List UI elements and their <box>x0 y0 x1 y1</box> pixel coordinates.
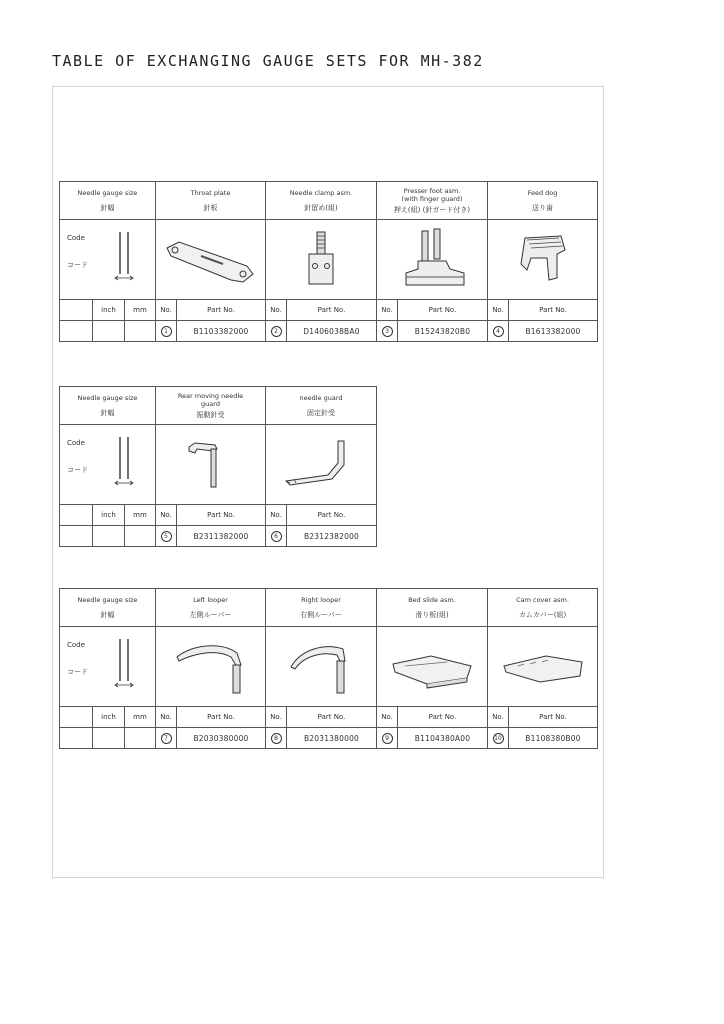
header-row <box>60 589 598 627</box>
presser-foot-icon <box>392 225 472 295</box>
no-label: No. <box>270 713 282 721</box>
label-row <box>60 707 598 728</box>
image-row <box>60 627 598 707</box>
no-label: No. <box>492 713 504 721</box>
item-number: 7 <box>161 733 172 744</box>
item-number: 10 <box>494 734 502 742</box>
part-image-cell <box>156 220 266 300</box>
part-no-label: Part No. <box>177 300 266 320</box>
label-row <box>60 505 377 526</box>
gauge-header: Needle gauge size 針幅 <box>60 387 156 425</box>
value-row <box>60 728 598 749</box>
column-header: Throat plate 針板 <box>156 182 266 220</box>
no-label: No. <box>160 511 172 519</box>
part-number: B15243820B0 <box>398 321 488 341</box>
inch-label: inch <box>93 300 125 320</box>
column-header: Left looper 左側ルーパー <box>156 589 266 627</box>
part-no-label: Part No. <box>509 300 598 320</box>
gauge-header: Needle gauge size 針幅 <box>60 182 156 220</box>
item-number: 3 <box>382 326 393 337</box>
column-header: Cam cover asm. カムカバー(組) <box>488 589 598 627</box>
left-looper-icon <box>171 635 251 699</box>
bed-slide-icon <box>387 642 477 692</box>
no-label: No. <box>381 306 393 314</box>
value-row <box>60 526 377 547</box>
part-no-label: Part No. <box>287 707 377 727</box>
part-no-label: Part No. <box>177 505 266 525</box>
item-number: 8 <box>271 733 282 744</box>
part-number: B2311382000 <box>177 526 266 546</box>
label-row <box>60 300 598 321</box>
no-label: No. <box>160 306 172 314</box>
column-header: Presser foot asm. (with finger guard) 押え(組) (針ガード付き) <box>377 182 488 220</box>
right-looper-icon <box>281 635 361 699</box>
part-number: B1613382000 <box>509 321 598 341</box>
no-label: No. <box>381 713 393 721</box>
item-number: 6 <box>271 531 282 542</box>
code-cell <box>60 627 156 707</box>
part-image-cell <box>156 425 266 505</box>
part-number: B1103382000 <box>177 321 266 341</box>
column-header: Needle clamp asm. 針留め(組) <box>266 182 377 220</box>
part-no-label: Part No. <box>509 707 598 727</box>
double-needle-icon <box>114 435 134 489</box>
code-label-ja: コード <box>67 668 88 676</box>
double-needle-icon <box>114 230 134 284</box>
item-number: 9 <box>382 733 393 744</box>
no-label: No. <box>270 306 282 314</box>
part-image-cell <box>156 627 266 707</box>
part-image-cell <box>377 220 488 300</box>
rear-needle-guard-icon <box>181 435 241 495</box>
code-label: Code <box>67 641 85 649</box>
needle-clamp-icon <box>301 228 341 292</box>
part-no-label: Part No. <box>398 300 488 320</box>
double-needle-icon <box>114 637 134 691</box>
column-header: Right looper 右側ルーパー <box>266 589 377 627</box>
inch-label: inch <box>93 505 125 525</box>
part-number: B1108380B00 <box>509 728 598 748</box>
code-label-ja: コード <box>67 261 88 269</box>
document-title: TABLE OF EXCHANGING GAUGE SETS FOR MH-382 <box>52 52 484 70</box>
column-header: Feed dog 送り歯 <box>488 182 598 220</box>
code-cell <box>60 425 156 505</box>
column-header: Bed slide asm. 滑り板(組) <box>377 589 488 627</box>
inch-label: inch <box>93 707 125 727</box>
part-image-cell <box>488 627 598 707</box>
mm-label: mm <box>125 707 156 727</box>
image-row <box>60 220 598 300</box>
no-label: No. <box>492 306 504 314</box>
header-row <box>60 182 598 220</box>
part-image-cell <box>488 220 598 300</box>
mm-label: mm <box>125 505 156 525</box>
gauge-table-1 <box>59 181 598 342</box>
no-label: No. <box>270 511 282 519</box>
part-no-label: Part No. <box>177 707 266 727</box>
cam-cover-icon <box>498 642 588 692</box>
gauge-header: Needle gauge size 針幅 <box>60 589 156 627</box>
item-number: 1 <box>161 326 172 337</box>
code-label: Code <box>67 234 85 242</box>
mm-label: mm <box>125 300 156 320</box>
item-number: 2 <box>271 326 282 337</box>
image-row <box>60 425 377 505</box>
throat-plate-icon <box>161 230 261 290</box>
part-number: B2031380000 <box>287 728 377 748</box>
item-number: 4 <box>493 326 504 337</box>
no-label: No. <box>160 713 172 721</box>
feed-dog-icon <box>513 230 573 290</box>
column-header: needle guard 固定針受 <box>266 387 377 425</box>
needle-guard-icon <box>276 435 366 495</box>
part-number: B2312382000 <box>287 526 377 546</box>
code-label-ja: コード <box>67 466 88 474</box>
value-row <box>60 321 598 342</box>
part-image-cell <box>377 627 488 707</box>
gauge-table-2 <box>59 386 377 547</box>
code-cell <box>60 220 156 300</box>
part-image-cell <box>266 220 377 300</box>
part-image-cell <box>266 425 377 505</box>
part-number: B2030380000 <box>177 728 266 748</box>
column-header: Rear moving needle guard 振動針受 <box>156 387 266 425</box>
part-no-label: Part No. <box>398 707 488 727</box>
item-number: 5 <box>161 531 172 542</box>
code-label: Code <box>67 439 85 447</box>
part-number: D1406038BA0 <box>287 321 377 341</box>
gauge-table-3 <box>59 588 598 749</box>
part-no-label: Part No. <box>287 505 377 525</box>
part-image-cell <box>266 627 377 707</box>
part-number: B1104380A00 <box>398 728 488 748</box>
part-no-label: Part No. <box>287 300 377 320</box>
header-row <box>60 387 377 425</box>
